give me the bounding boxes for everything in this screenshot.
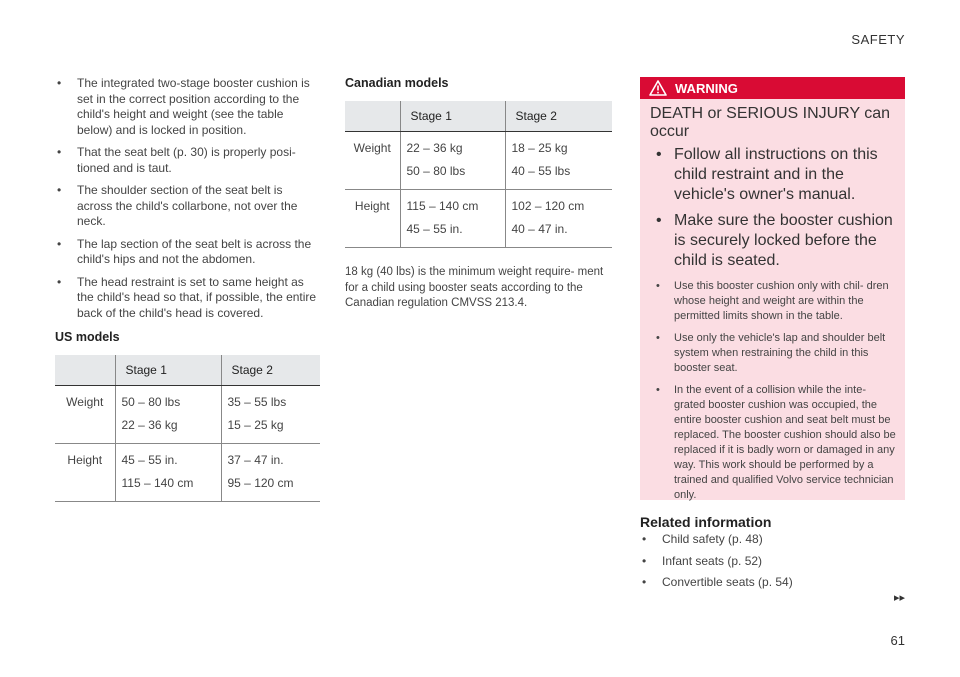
table-header-cell: Stage 1 [115, 355, 221, 386]
table-cell: 35 – 55 lbs [227, 395, 287, 409]
us-models-table [55, 355, 320, 502]
warning-box [640, 77, 905, 500]
table-cell: 45 – 55 in. [115, 444, 221, 474]
list-item: • The integrated two-stage booster cushion is set in the correct position according to the child's height and weight (see the table below) and is locked in position. [57, 76, 310, 137]
checklist [55, 76, 320, 321]
row-label: Weight [345, 132, 400, 162]
left-column [55, 76, 320, 502]
warning-triangle-icon [649, 80, 667, 99]
list-item: • Use this booster cushion only with chil- dren whose height and weight are within the permitted limits shown in the table. [656, 280, 889, 322]
us-models-heading: US models [55, 330, 120, 344]
table-cell: 50 – 80 lbs [400, 161, 505, 190]
bullet-icon: • [656, 332, 660, 344]
warning-bar [640, 77, 905, 99]
table-cell: 15 – 25 kg [221, 415, 320, 444]
warning-label: WARNING [675, 81, 738, 96]
table-cell: 18 – 25 kg [511, 141, 568, 155]
table-header-cell: Stage 1 [400, 101, 505, 132]
table-header-cell: Stage 2 [505, 101, 612, 132]
row-label: Height [345, 190, 400, 220]
bullet-icon: • [57, 274, 62, 289]
bullet-icon: • [642, 553, 647, 568]
table-header-row [345, 101, 612, 132]
bullet-icon: • [57, 183, 62, 197]
canadian-models-table [345, 101, 612, 248]
double-chevron-right-icon[interactable]: ▸▸ [893, 592, 905, 604]
row-label: Weight [55, 386, 115, 416]
table-cell: 115 – 140 cm [400, 190, 505, 220]
table-cell: 50 – 80 lbs [115, 386, 221, 416]
middle-column [345, 76, 612, 312]
table-row [55, 415, 320, 444]
bullet-icon: • [57, 76, 62, 90]
table-header-cell [345, 101, 400, 132]
table-row [55, 386, 320, 416]
bullet-icon: • [57, 236, 62, 251]
table-header-cell [55, 355, 115, 386]
related-link-infant-seats[interactable]: • Infant seats (p. 52) [642, 553, 763, 568]
list-item: • In the event of a collision while the inte- grated booster cushion was occupied, the entire booster cushion and seat belt must be replaced. The booster cushion should also be replaced if it is badly worn or damaged in any way. This work should be performed by a trained and qualified Volvo service technician only. [656, 384, 896, 501]
table-cell: 40 – 55 lbs [505, 161, 612, 190]
bullet-icon: • [642, 532, 647, 546]
related-information-heading: Related information [640, 514, 772, 530]
warning-lead: DEATH or SERIOUS INJURY can occur [650, 105, 891, 140]
bullet-icon: • [57, 145, 62, 159]
related-link-child-safety[interactable]: • Child safety (p. 48) [642, 532, 763, 546]
related-information [640, 514, 905, 597]
minimum-weight-note: 18 kg (40 lbs) is the minimum weight require- ment for a child using booster seats according to the Canadian regulation CMVSS 213.4. [345, 266, 604, 309]
bullet-icon: • [656, 280, 660, 292]
bullet-icon: • [656, 384, 660, 396]
table-cell: 102 – 120 cm [511, 199, 585, 213]
list-item: • The shoulder section of the seat belt is across the child's collarbone, not over the neck. [57, 183, 298, 228]
list-item: • That the seat belt (p. 30) is properly posi- tioned and is taut. [57, 145, 296, 175]
table-cell: 22 – 36 kg [400, 132, 505, 162]
list-item: • Follow all instructions on this child restraint and in the vehicle's owner's manual. [656, 146, 878, 203]
list-item: • The lap section of the seat belt is across the child's hips and not the abdomen. [57, 236, 312, 266]
table-header-row [55, 355, 320, 386]
table-row [345, 190, 612, 220]
table-header-cell: Stage 2 [221, 355, 320, 386]
bullet-icon: • [656, 212, 662, 229]
page-header-title: SAFETY [851, 32, 905, 47]
table-cell: 45 – 55 in. [400, 219, 505, 248]
list-item: • The head restraint is set to same height as the child's head so that, if possible, the entire back of the child's head is covered. [57, 274, 317, 320]
canadian-models-heading: Canadian models [345, 76, 449, 90]
table-row [345, 219, 612, 248]
table-cell: 95 – 120 cm [221, 473, 320, 502]
list-item: • Make sure the booster cushion is securely locked before the child is seated. [656, 212, 893, 269]
table-row [55, 444, 320, 474]
table-row [55, 473, 320, 502]
table-cell: 115 – 140 cm [115, 473, 221, 502]
table-cell: 37 – 47 in. [227, 453, 284, 467]
table-cell: 40 – 47 in. [505, 219, 612, 248]
warning-list [650, 145, 900, 510]
table-row [345, 132, 612, 162]
related-link-convertible-seats[interactable]: • Convertible seats (p. 54) [642, 575, 793, 589]
bullet-icon: • [656, 146, 662, 163]
bullet-icon: • [642, 575, 647, 589]
row-label: Height [55, 444, 115, 474]
related-links [640, 532, 905, 591]
table-cell: 22 – 36 kg [115, 415, 221, 444]
table-row [345, 161, 612, 190]
list-item: • Use only the vehicle's lap and shoulder belt system when restraining the child in this booster seat. [656, 332, 886, 374]
page-number: 61 [890, 633, 905, 648]
